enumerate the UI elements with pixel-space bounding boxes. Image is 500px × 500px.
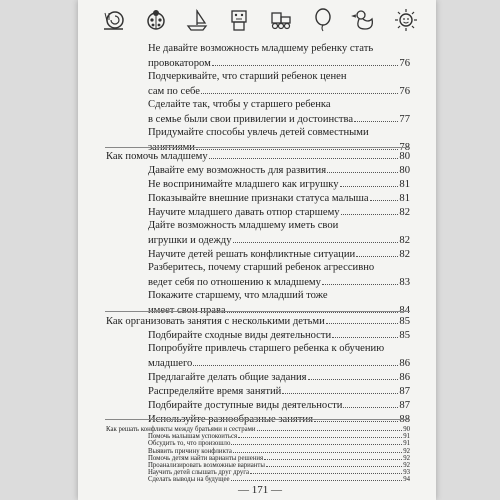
dot-leader	[282, 384, 398, 394]
toc-entry: младшего 86	[148, 358, 410, 369]
page-ref: 92	[403, 462, 410, 469]
dot-leader	[340, 177, 399, 187]
page-number: — 171 —	[238, 484, 282, 496]
toc-entry: Используйте разнообразные занятия 88	[148, 414, 410, 425]
toc-entry: Придумайте способы увлечь детей совместными	[148, 127, 369, 138]
page-ref: 81	[399, 193, 410, 204]
page-ref: 83	[399, 277, 410, 288]
toc-entry: Подбирайте доступные виды деятельности 87	[148, 400, 410, 411]
toc-entry: Давайте ему возможность для развития 80	[148, 165, 410, 176]
toc-entry: ведет себя по отношению к младшему 83	[148, 277, 410, 288]
toc-entry: Помочь детям найти варианты решения 92	[148, 450, 410, 457]
section-divider	[105, 147, 410, 148]
toc-entry: Не воспринимайте младшего как игрушку 81	[148, 179, 410, 190]
toc-entry: Распределяйте время занятий 87	[148, 386, 410, 397]
page-ref: 82	[399, 235, 410, 246]
toc-entry: Проанализировать возможные варианты 92	[148, 457, 410, 464]
section-divider	[105, 419, 410, 420]
toc-entry: Попробуйте привлечь старшего ребенка к обучению	[148, 343, 385, 354]
page-ref: 87	[399, 400, 410, 411]
toc-entry: Сделать выводы на будущее 94	[148, 471, 410, 478]
page-ref: 94	[403, 476, 410, 484]
toc-entry: Научите детей решать конфликтные ситуации 82	[148, 249, 410, 260]
toc-entry: в семье были свои привилегии и достоинства 77	[148, 114, 410, 125]
dot-leader	[356, 247, 398, 257]
section-divider	[105, 311, 410, 312]
toc-entry: Подбирайте сходные виды деятельности 85	[148, 330, 410, 341]
page-ref: 92	[403, 447, 410, 455]
dot-leader	[327, 163, 398, 173]
page-ref: 78	[399, 142, 410, 153]
toc-section-heading: Как организовать занятия с несколькими детьми 85	[106, 316, 410, 327]
dot-leader	[332, 328, 398, 338]
toc-entry: Не давайте возможность младшему ребенку стать	[148, 43, 374, 54]
dot-leader	[201, 84, 398, 94]
toc-entry: Выявить причину конфликта 92	[148, 443, 410, 450]
toc-section-heading: Как решать конфликты между братьями и сестрами 90	[106, 421, 410, 428]
toc-entry: Предлагайте делать общие задания 86	[148, 372, 410, 383]
page-ref: 76	[399, 86, 410, 97]
page-ref: 87	[399, 386, 410, 397]
page-ref: 84	[399, 305, 410, 316]
toc-entry: Сделайте так, чтобы у старшего ребенка	[148, 99, 331, 110]
toc-entry: занятиями 78	[148, 142, 410, 153]
toc-entry: Помочь малышам успокоиться 91	[148, 428, 410, 435]
dot-leader	[341, 205, 399, 215]
page-ref: 85	[399, 316, 410, 327]
page-ref: 76	[399, 58, 410, 69]
toc-entry: Покажите старшему, что младший тоже	[148, 290, 328, 301]
toc-entry: Научить детей слышать друг друга 93	[148, 464, 410, 471]
dot-leader	[193, 356, 398, 366]
page-ref: 92	[403, 454, 410, 462]
page-ref: 80	[399, 151, 410, 162]
page-ref: 86	[399, 372, 410, 383]
page-ref: 91	[403, 440, 410, 448]
page-ref: 86	[399, 358, 410, 369]
dot-leader	[233, 233, 399, 243]
dot-leader	[231, 471, 403, 481]
toc-entry: провокатором 76	[148, 58, 410, 69]
toc-entry: Подчеркивайте, что старший ребенок ценен	[148, 71, 347, 82]
toc-entry: Разберитесь, почему старший ребенок агрессивно	[148, 262, 375, 273]
dot-leader	[343, 398, 398, 408]
toc-entry: Дайте возможность младшему иметь свои	[148, 220, 339, 231]
toc-entry: имеет свои права 84	[148, 305, 410, 316]
dot-leader	[354, 112, 398, 122]
dot-leader	[326, 314, 399, 324]
dot-leader	[209, 149, 399, 159]
toc-section-heading: Как помочь младшему 80	[106, 151, 410, 162]
toc-entry: Обсудить то, что произошло 91	[148, 435, 410, 442]
page-ref: 88	[399, 414, 410, 425]
page-ref: 80	[399, 165, 410, 176]
page-ref: 82	[399, 207, 410, 218]
page-ref: 82	[399, 249, 410, 260]
dot-leader	[212, 56, 399, 66]
toc-entry: Научите младшего давать отпор старшему 82	[148, 207, 410, 218]
toc-entry: игрушки и одежду 82	[148, 235, 410, 246]
page-ref: 81	[399, 179, 410, 190]
page-ref: 90	[403, 426, 410, 433]
page-ref: 85	[399, 330, 410, 341]
dot-leader	[370, 191, 399, 201]
page-ref: 91	[403, 433, 410, 441]
toc-entry: сам по себе 76	[148, 86, 410, 97]
page-ref: 93	[403, 469, 410, 477]
toc-entry: Показывайте внешние признаки статуса малыша 81	[148, 193, 410, 204]
dot-leader	[322, 275, 398, 285]
dot-leader	[308, 370, 399, 380]
page-ref: 77	[399, 114, 410, 125]
